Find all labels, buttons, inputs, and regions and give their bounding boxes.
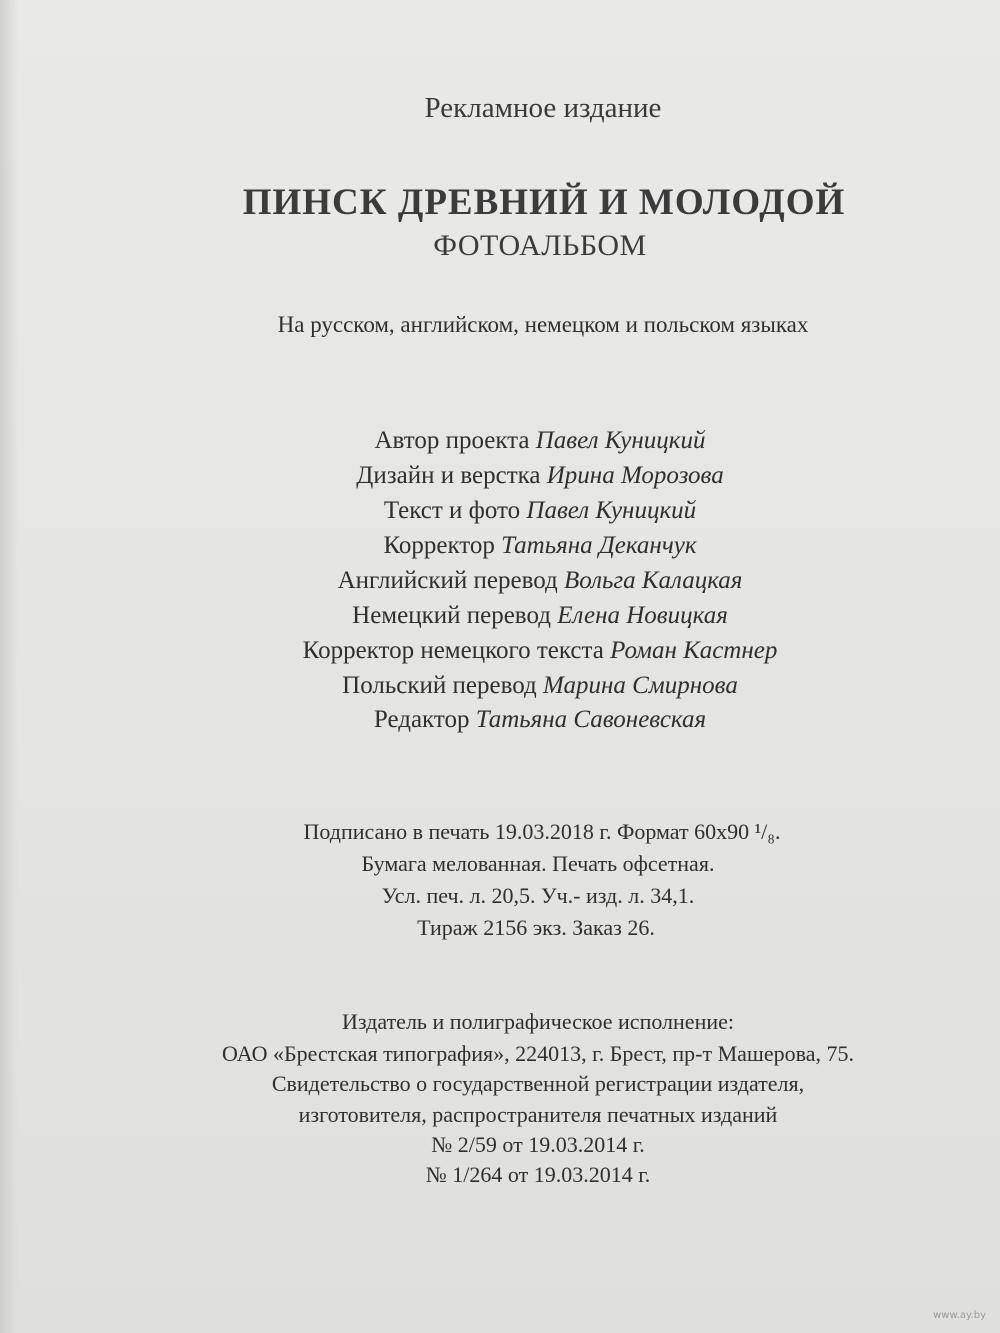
print-info-line: Подписано в печать 19.03.2018 г. Формат 60x90 ¹/₈. xyxy=(303,819,781,844)
languages-text: На русском, английском, немецком и польском языках xyxy=(277,312,809,337)
credit-name: Елена Новицкая xyxy=(557,602,728,629)
publisher-line: ОАО «Брестская типография», 224013, г. Брест, пр-т Машерова, 75. xyxy=(222,1041,854,1066)
watermark-text: www.ay.by xyxy=(933,1310,986,1321)
credit-line xyxy=(40,428,1000,453)
credit-name: Марина Смирнова xyxy=(542,672,738,699)
credit-role: Корректор xyxy=(383,532,495,559)
credit-name: Вольга Калацкая xyxy=(563,567,743,594)
publisher-line: № 2/59 от 19.03.2014 г. xyxy=(431,1132,645,1157)
kicker-text: Рекламное издание xyxy=(424,92,662,124)
book-subtitle: ФОТОАЛЬБОМ xyxy=(433,229,647,262)
credit-name: Ирина Морозова xyxy=(546,462,724,489)
print-info-line: Тираж 2156 экз. Заказ 26. xyxy=(417,915,655,940)
credit-line xyxy=(40,533,1000,558)
credit-line xyxy=(40,568,1000,593)
credit-role: Редактор xyxy=(373,706,470,733)
credit-role: Немецкий перевод xyxy=(352,602,551,629)
credit-role: Текст и фото xyxy=(383,497,521,524)
credit-role: Дизайн и верстка xyxy=(356,462,541,489)
credit-name: Татьяна Савоневская xyxy=(475,706,707,733)
credit-name: Татьяна Деканчук xyxy=(501,532,697,559)
credit-name: Павел Куницкий xyxy=(535,427,706,454)
credit-name: Павел Куницкий xyxy=(526,497,697,524)
credit-role: Автор проекта xyxy=(374,427,530,454)
credit-role: Корректор немецкого текста xyxy=(302,637,604,664)
publisher-line: Свидетельство о государственной регистрации издателя, xyxy=(271,1071,805,1096)
publisher-line: Издатель и полиграфическое исполнение: xyxy=(342,1009,734,1034)
publisher-line: изготовителя, распространителя печатных изданий xyxy=(298,1102,778,1127)
page-edge-shadow xyxy=(0,0,18,1333)
credit-line xyxy=(40,673,1000,698)
credit-role: Польский перевод xyxy=(342,672,537,699)
print-info-line: Бумага мелованная. Печать офсетная. xyxy=(361,851,715,876)
credit-line xyxy=(40,638,1000,663)
credit-line xyxy=(40,603,1000,628)
print-info-line: Усл. печ. л. 20,5. Уч.- изд. л. 34,1. xyxy=(381,883,695,908)
publisher-line: № 1/264 от 19.03.2014 г. xyxy=(425,1162,651,1187)
book-title: ПИНСК ДРЕВНИЙ И МОЛОДОЙ xyxy=(242,182,846,223)
credit-line xyxy=(40,498,1000,523)
credit-line xyxy=(40,463,1000,488)
credit-role: Английский перевод xyxy=(337,567,558,594)
credit-name: Роман Кастнер xyxy=(610,637,778,664)
credit-line xyxy=(40,707,1000,732)
